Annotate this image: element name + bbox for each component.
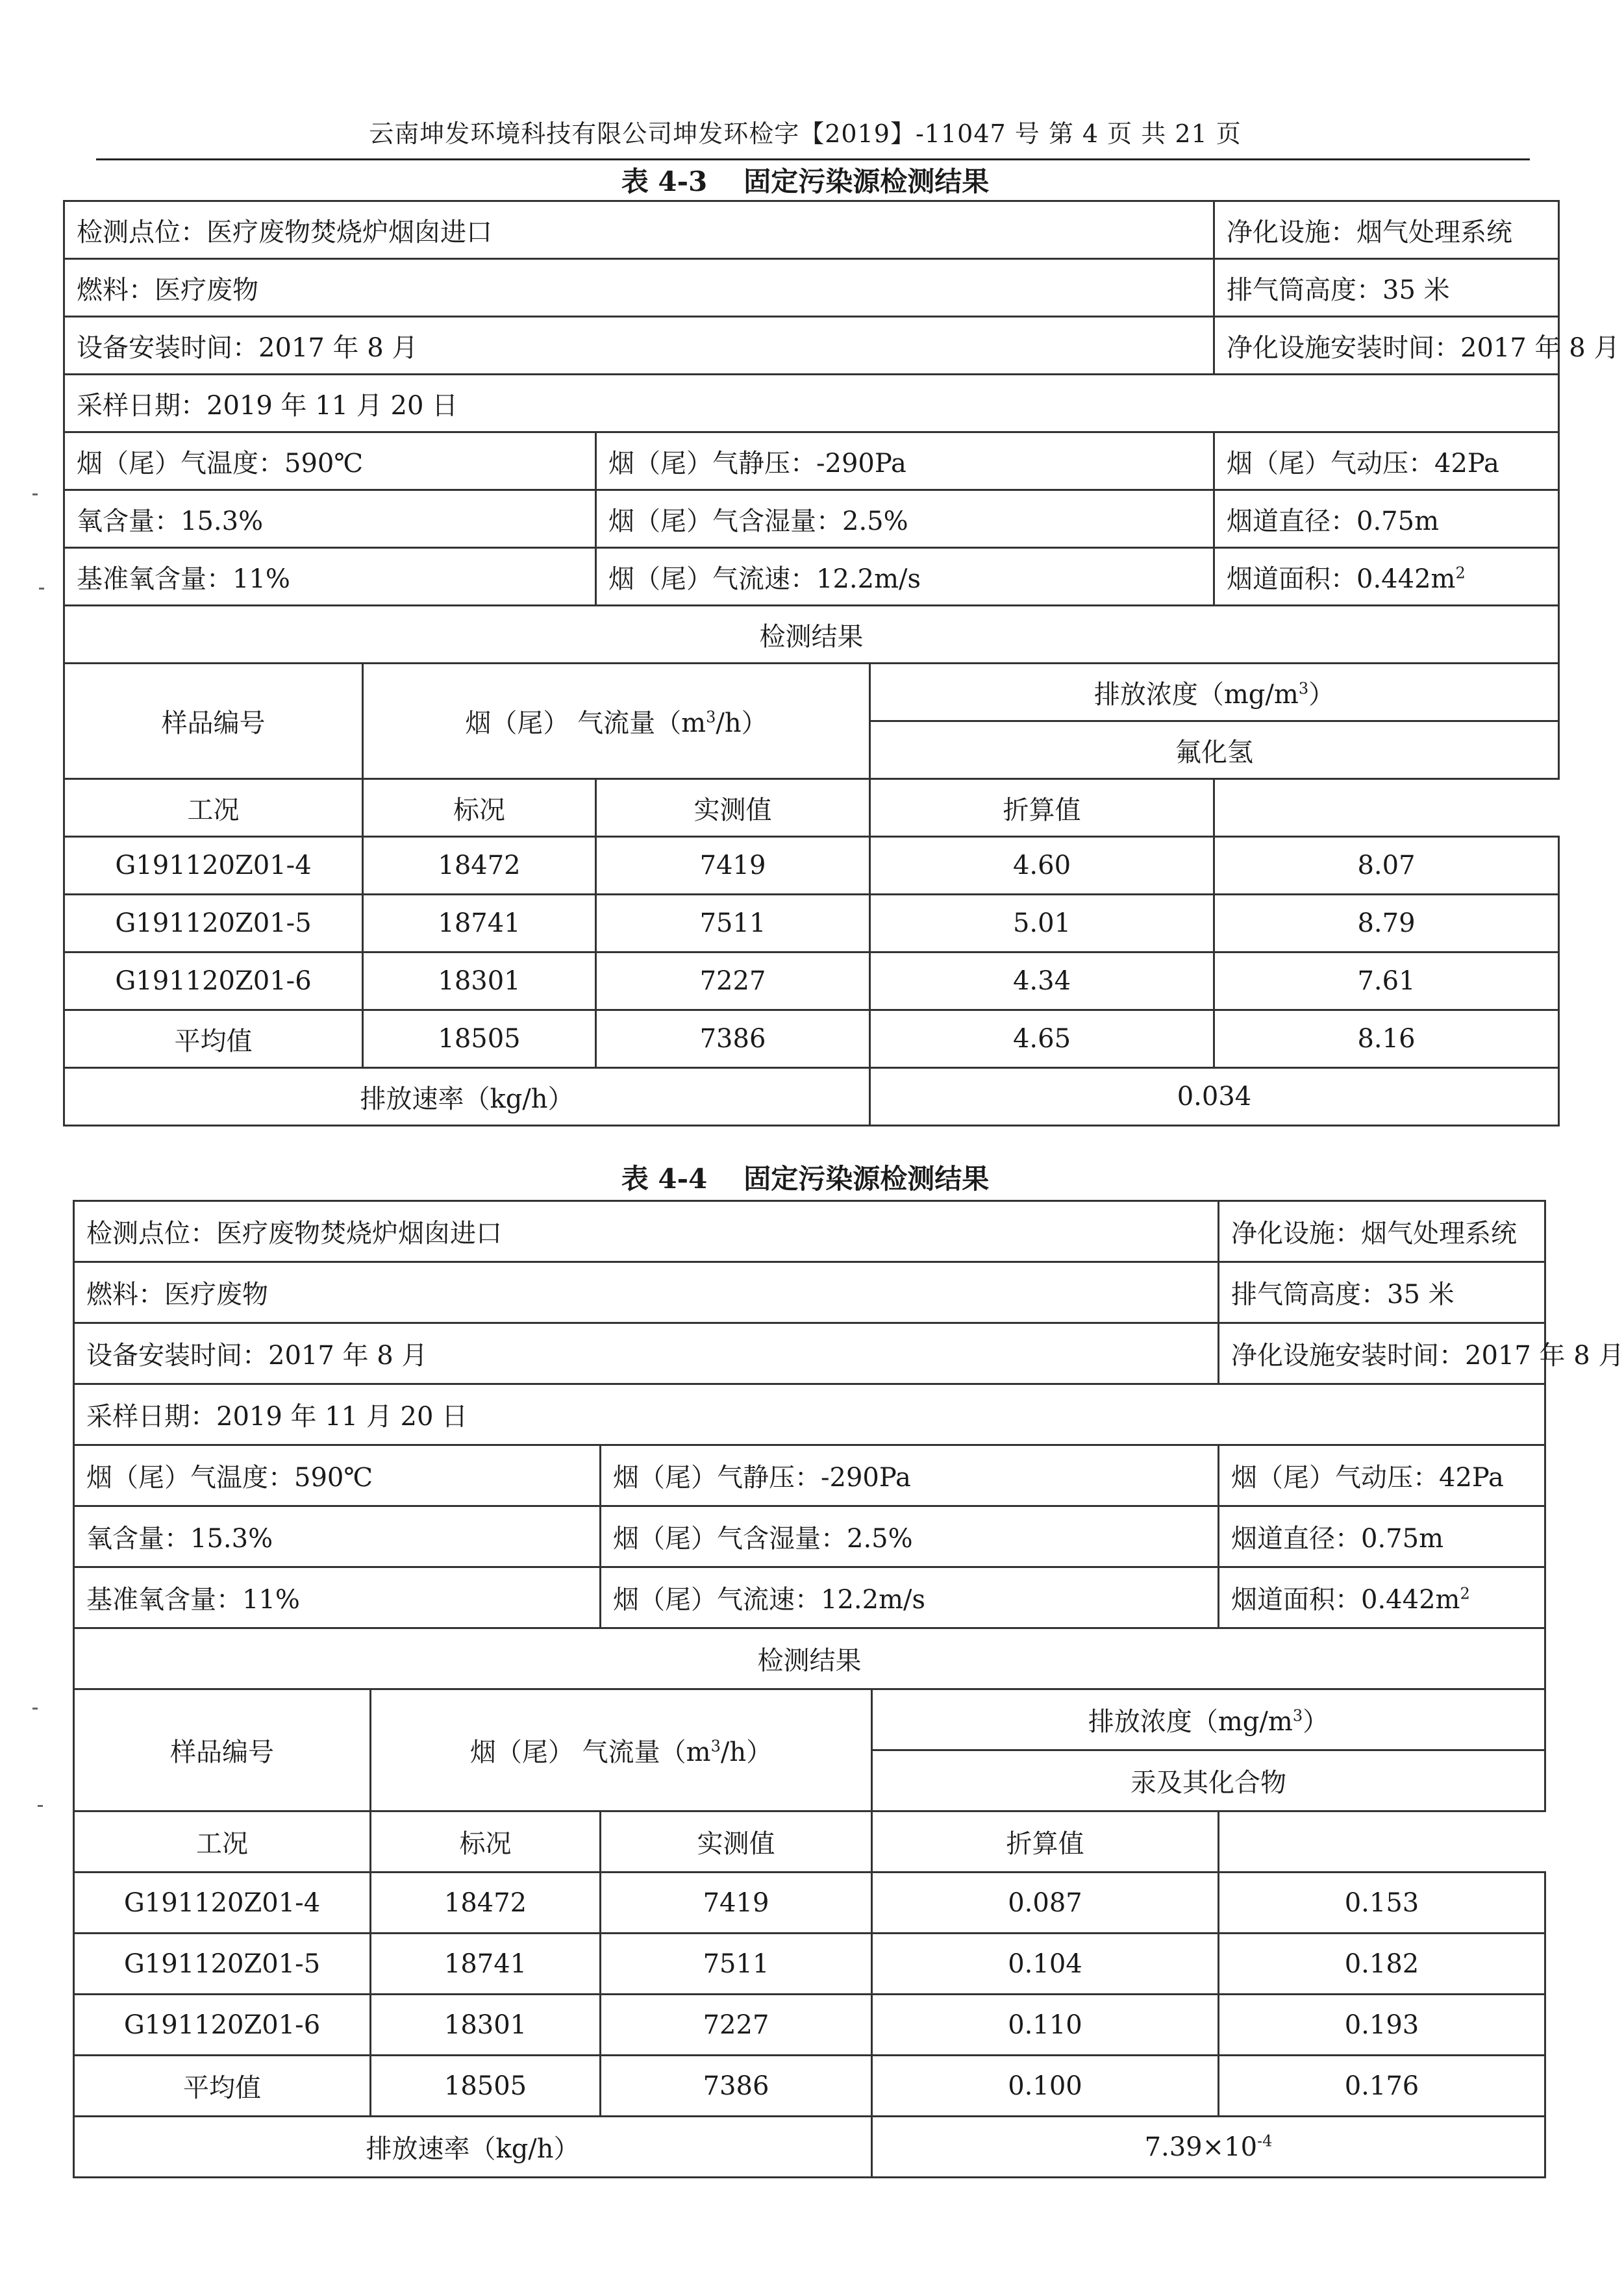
sample-id: G191120Z01-5 [64, 895, 363, 952]
purifier-cell: 净化设施 ： 烟气处理系统 [1219, 1201, 1545, 1262]
page-header: 云南坤发环境科技有限公司坤发环检字【2019】-11047 号 第 4 页 共 21 页 [369, 119, 1242, 148]
info-row [74, 1201, 1545, 1262]
table-row [64, 952, 1559, 1010]
ref-oxygen-cell: 基准氧含量 ： 11% [74, 1567, 601, 1628]
table-row [74, 1934, 1545, 1995]
working-condition-header: 工况 [74, 1811, 371, 1873]
concentration-header: 排放浓度$(mg/m^3)$ [872, 1689, 1545, 1750]
purifier-install-cell: 净化设施安装时间 ： 2017 年 8 月 [1219, 1323, 1545, 1384]
sampling-date-cell: 采样日期 ： 2019 年 11 月 20 日 [74, 1384, 1545, 1445]
static-pressure-cell: 烟（尾）气静压 ： -290Pa [596, 432, 1214, 490]
average-label: 平均值 [64, 1010, 363, 1068]
install-time-cell: 设备安装时间 ： 2017 年 8 月 [64, 317, 1214, 375]
table-row [74, 1995, 1545, 2056]
column-header-row [74, 1689, 1545, 1750]
info-row [74, 1384, 1545, 1445]
scan-mark [38, 1805, 43, 1807]
working-flow: 18301 [363, 952, 596, 1010]
table-4-4 [73, 1200, 1624, 2178]
sample-id-header: 样品编号 [74, 1689, 371, 1811]
concentration-header: 排放浓度$(mg/m^3)$ [870, 664, 1559, 721]
monitoring-point-cell: 检测点位 ： 医疗废物焚烧炉烟囱进口 [74, 1201, 1219, 1262]
info-row [74, 1445, 1545, 1506]
working-flow: 18505 [371, 2056, 601, 2117]
standard-flow: 7227 [596, 952, 870, 1010]
working-flow: 18505 [363, 1010, 596, 1068]
fuel-cell: 燃料 ： 医疗废物 [74, 1262, 1219, 1323]
info-row [64, 432, 1559, 490]
standard-flow: 7419 [596, 837, 870, 895]
scan-mark [39, 588, 44, 590]
scan-mark [32, 493, 38, 495]
standard-flow: 7386 [596, 1010, 870, 1068]
info-row [74, 1262, 1545, 1323]
sample-id: G191120Z01-4 [64, 837, 363, 895]
emission-rate-value: 0.034 [870, 1068, 1559, 1126]
info-row [64, 548, 1559, 606]
flue-area-cell: 烟道面积 ： $0.442m^2$ [1214, 548, 1559, 606]
table-row [64, 837, 1559, 895]
working-flow: 18472 [363, 837, 596, 895]
measured-value-header: 实测值 [601, 1811, 872, 1873]
working-flow: 18741 [363, 895, 596, 952]
results-title: 检测结果 [74, 1628, 1545, 1689]
measured-value: 4.65 [870, 1010, 1214, 1068]
dynamic-pressure-cell: 烟（尾）气动压 ： 42Pa [1214, 432, 1559, 490]
subheader-row [64, 779, 1559, 837]
converted-value-header: 折算值 [870, 779, 1214, 837]
moisture-cell: 烟（尾）气含湿量 ： 2.5% [596, 490, 1214, 548]
info-row [74, 1506, 1545, 1567]
results-title-row [64, 606, 1559, 664]
info-row [64, 490, 1559, 548]
sample-id: G191120Z01-5 [74, 1934, 371, 1995]
oxygen-cell: 氧含量 ： 15.3% [64, 490, 596, 548]
measured-value: 4.34 [870, 952, 1214, 1010]
converted-value: 7.61 [1214, 952, 1559, 1010]
measured-value: 0.100 [872, 2056, 1219, 2117]
converted-value: 0.182 [1219, 1934, 1545, 1995]
flue-diameter-cell: 烟道直径 ： 0.75m [1219, 1506, 1545, 1567]
static-pressure-cell: 烟（尾）气静压 ： -290Pa [601, 1445, 1219, 1506]
purifier-cell: 净化设施 ： 烟气处理系统 [1214, 201, 1559, 259]
header-rule [96, 158, 1530, 160]
temperature-cell: 烟（尾）气温度 ： 590℃ [74, 1445, 601, 1506]
emission-rate-row [74, 2117, 1545, 2178]
standard-flow: 7511 [596, 895, 870, 952]
install-time-cell: 设备安装时间 ： 2017 年 8 月 [74, 1323, 1219, 1384]
sampling-date-cell: 采样日期 ： 2019 年 11 月 20 日 [64, 375, 1559, 432]
velocity-cell: 烟（尾）气流速 ： 12.2m/s [601, 1567, 1219, 1628]
measured-value: 0.087 [872, 1873, 1219, 1934]
average-row [74, 2056, 1545, 2117]
working-condition-header: 工况 [64, 779, 363, 837]
emission-rate-label: 排放速率（kg/h） [74, 2117, 872, 2178]
table-number: 表 4-4 [621, 1163, 708, 1195]
table-4-4-caption [0, 1162, 1610, 1196]
info-row [64, 375, 1559, 432]
sample-id: G191120Z01-6 [74, 1995, 371, 2056]
standard-flow: 7386 [601, 2056, 872, 2117]
table-row [64, 895, 1559, 952]
stack-height-cell: 排气筒高度 ： 35 米 [1219, 1262, 1545, 1323]
info-row [64, 201, 1559, 259]
info-row [64, 259, 1559, 317]
converted-value: 8.16 [1214, 1010, 1559, 1068]
table-row [74, 1873, 1545, 1934]
average-row [64, 1010, 1559, 1068]
emission-rate-row [64, 1068, 1559, 1126]
scan-mark [32, 1708, 38, 1710]
standard-condition-header: 标况 [363, 779, 596, 837]
dynamic-pressure-cell: 烟（尾）气动压 ： 42Pa [1219, 1445, 1545, 1506]
converted-value-header: 折算值 [872, 1811, 1219, 1873]
converted-value: 8.07 [1214, 837, 1559, 895]
velocity-cell: 烟（尾）气流速 ： 12.2m/s [596, 548, 1214, 606]
results-title-row [74, 1628, 1545, 1689]
standard-condition-header: 标况 [371, 1811, 601, 1873]
temperature-cell: 烟（尾）气温度 ： 590℃ [64, 432, 596, 490]
emission-rate-value: $7.39\times 10^{-4}$ [872, 2117, 1545, 2178]
table-title: 固定污染源检测结果 [743, 166, 990, 197]
converted-value: 0.193 [1219, 1995, 1545, 2056]
sample-id: G191120Z01-4 [74, 1873, 371, 1934]
average-label: 平均值 [74, 2056, 371, 2117]
measured-value: 4.60 [870, 837, 1214, 895]
column-header-row [64, 664, 1559, 721]
pollutant-name: 氟化氢 [870, 721, 1559, 779]
flue-area-cell: 烟道面积 ： $0.442m^2$ [1219, 1567, 1545, 1628]
flow-header: 烟（尾） 气流量$(m^3/h)$ [363, 664, 870, 779]
purifier-install-cell: 净化设施安装时间 ： 2017 年 8 月 [1214, 317, 1559, 375]
subheader-row [74, 1811, 1545, 1873]
converted-value: 0.153 [1219, 1873, 1545, 1934]
measured-value: 0.104 [872, 1934, 1219, 1995]
standard-flow: 7511 [601, 1934, 872, 1995]
stack-height-cell: 排气筒高度 ： 35 米 [1214, 259, 1559, 317]
sample-id: G191120Z01-6 [64, 952, 363, 1010]
working-flow: 18741 [371, 1934, 601, 1995]
standard-flow: 7227 [601, 1995, 872, 2056]
standard-flow: 7419 [601, 1873, 872, 1934]
info-row [64, 317, 1559, 375]
working-flow: 18301 [371, 1995, 601, 2056]
table-title: 固定污染源检测结果 [743, 1163, 990, 1195]
working-flow: 18472 [371, 1873, 601, 1934]
sample-id-header: 样品编号 [64, 664, 363, 779]
measured-value: 0.110 [872, 1995, 1219, 2056]
converted-value: 0.176 [1219, 2056, 1545, 2117]
moisture-cell: 烟（尾）气含湿量 ： 2.5% [601, 1506, 1219, 1567]
oxygen-cell: 氧含量 ： 15.3% [74, 1506, 601, 1567]
pollutant-name: 汞及其化合物 [872, 1750, 1545, 1811]
flow-header: 烟（尾） 气流量$(m^3/h)$ [371, 1689, 872, 1811]
monitoring-point-cell: 检测点位 ： 医疗废物焚烧炉烟囱进口 [64, 201, 1214, 259]
info-row [74, 1323, 1545, 1384]
results-title: 检测结果 [64, 606, 1559, 664]
measured-value: 5.01 [870, 895, 1214, 952]
measured-value-header: 实测值 [596, 779, 870, 837]
table-4-3 [63, 200, 1620, 1126]
table-4-3-caption [0, 165, 1610, 199]
table-number: 表 4-3 [621, 166, 708, 197]
ref-oxygen-cell: 基准氧含量 ： 11% [64, 548, 596, 606]
fuel-cell: 燃料 ： 医疗废物 [64, 259, 1214, 317]
flue-diameter-cell: 烟道直径 ： 0.75m [1214, 490, 1559, 548]
converted-value: 8.79 [1214, 895, 1559, 952]
emission-rate-label: 排放速率（kg/h） [64, 1068, 870, 1126]
info-row [74, 1567, 1545, 1628]
